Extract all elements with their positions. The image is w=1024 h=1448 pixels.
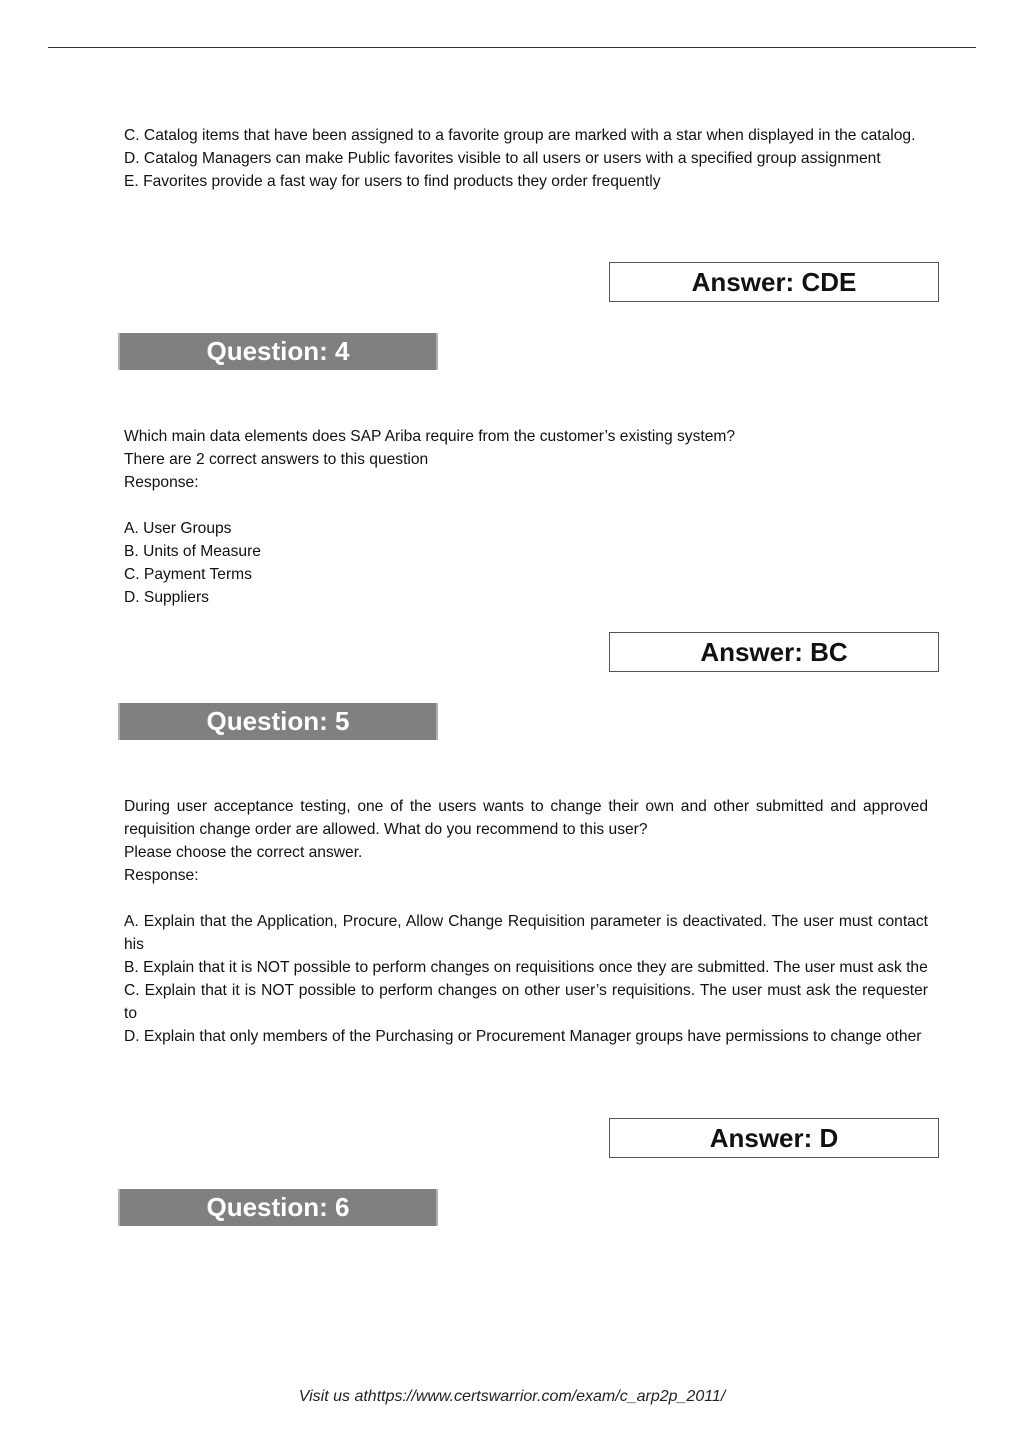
question-4-text: Which main data elements does SAP Ariba require from the customer’s existing system? xyxy=(124,428,736,445)
option-c: C. Payment Terms xyxy=(124,566,252,583)
option-d: D. Catalog Managers can make Public favorites visible to all users or users with a specified group assignment xyxy=(124,150,881,167)
option-a: A. Explain that the Application, Procure, Allow Change Requisition parameter is deactivated. The user must contact his xyxy=(124,913,928,953)
option-a: A. User Groups xyxy=(124,520,232,537)
option-b: B. Units of Measure xyxy=(124,543,261,560)
footer-link-text: Visit us athttps://www.certswarrior.com/exam/c_arp2p_2011/ xyxy=(298,1388,726,1405)
question-5-heading: Question: 5 xyxy=(118,703,438,740)
answer-box-q5: Answer: D xyxy=(609,1118,939,1158)
option-b: B. Explain that it is NOT possible to perform changes on requisitions once they are submitted. The user must ask the xyxy=(124,959,928,976)
question-5-response-label: Response: xyxy=(124,867,199,884)
question-6-heading: Question: 6 xyxy=(118,1189,438,1226)
option-e: E. Favorites provide a fast way for users to find products they order frequently xyxy=(124,173,661,190)
question-4-instruction: There are 2 correct answers to this question xyxy=(124,451,429,468)
question-5-text: During user acceptance testing, one of the users wants to change their own and other submitted and approved requisition change order are allowed. What do you recommend to this user? xyxy=(124,798,928,838)
option-c: C. Explain that it is NOT possible to perform changes on other user’s requisitions. The user must ask the requester to xyxy=(124,982,928,1022)
question-4-heading: Question: 4 xyxy=(118,333,438,370)
option-d: D. Suppliers xyxy=(124,589,209,606)
answer-box-q4: Answer: BC xyxy=(609,632,939,672)
top-rule xyxy=(48,47,976,48)
question-5-body xyxy=(124,795,928,1048)
question-4-body xyxy=(124,425,928,609)
answer-box-q3: Answer: CDE xyxy=(609,262,939,302)
option-d: D. Explain that only members of the Purchasing or Procurement Manager groups have permissions to change other xyxy=(124,1028,922,1045)
question-3-options xyxy=(124,124,928,193)
question-5-instruction: Please choose the correct answer. xyxy=(124,844,363,861)
option-c: C. Catalog items that have been assigned to a favorite group are marked with a star when displayed in the catalog. xyxy=(124,127,916,144)
question-4-response-label: Response: xyxy=(124,474,199,491)
